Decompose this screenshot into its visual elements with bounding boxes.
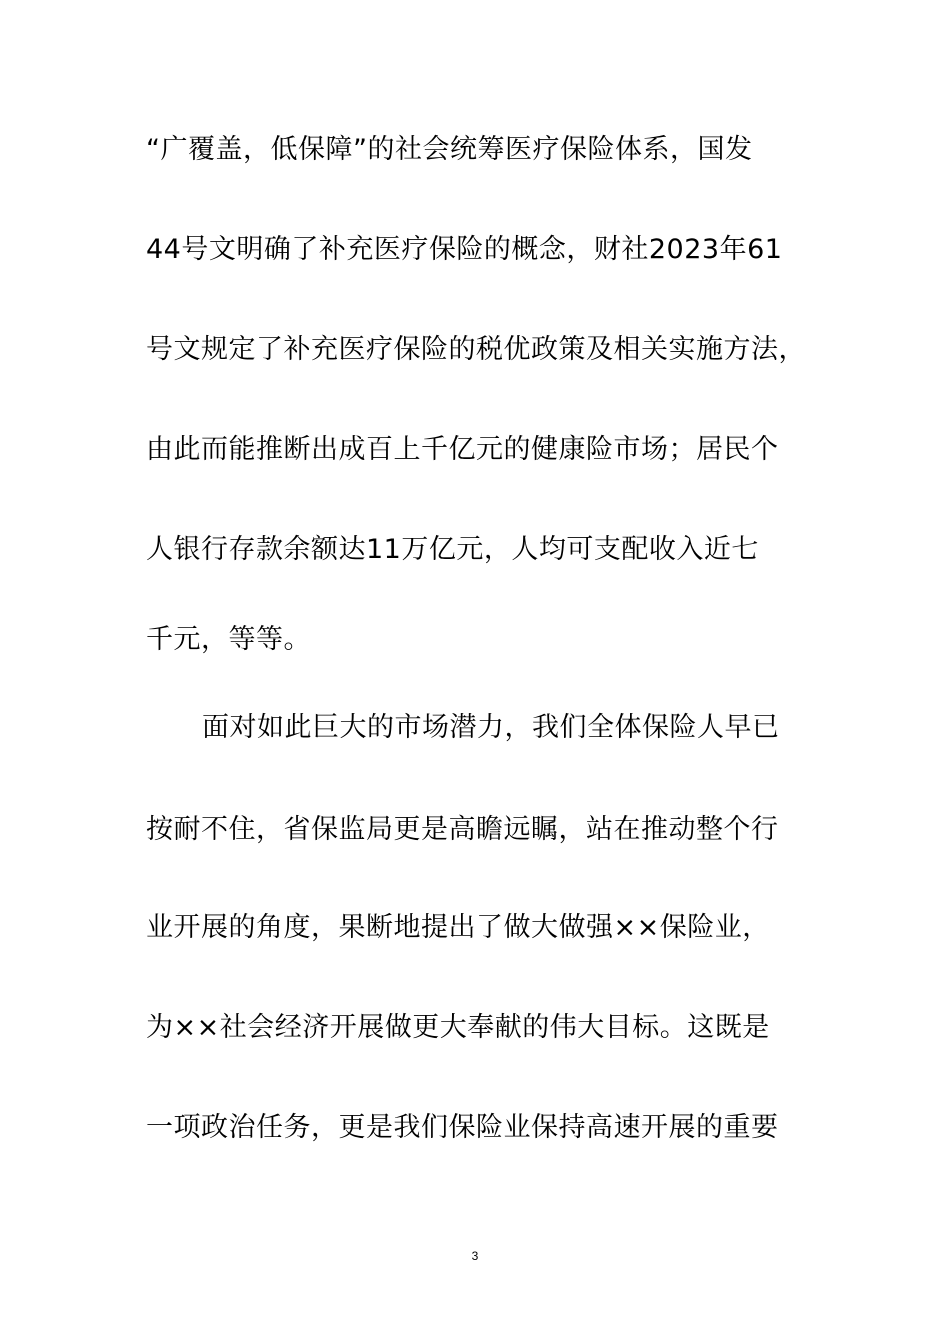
text-line: 由此而能推断出成百上千亿元的健康险市场；居民个: [146, 434, 779, 465]
page-number: 3: [471, 1249, 479, 1263]
text-line: 44号文明确了补充医疗保险的概念，财社2023年61: [146, 234, 783, 265]
text-line: 业开展的角度，果断地提出了做大做强××保险业，: [146, 912, 770, 943]
text-line: 千元，等等。: [146, 624, 311, 655]
text-line: 号文规定了补充医疗保险的税优政策及相关实施方法，: [146, 334, 806, 365]
text-line: “广覆盖，低保障”的社会统筹医疗保险体系，国发: [146, 134, 753, 165]
text-line: 为××社会经济开展做更大奉献的伟大目标。这既是: [146, 1012, 770, 1043]
text-line: 人银行存款余额达11万亿元，人均可支配收入近七: [146, 534, 759, 565]
text-line: 一项政治任务，更是我们保险业保持高速开展的重要: [146, 1112, 779, 1143]
paragraph-first-line: 面对如此巨大的市场潜力，我们全体保险人早已: [202, 712, 780, 743]
text-line: 按耐不住，省保监局更是高瞻远瞩，站在推动整个行: [146, 814, 779, 845]
